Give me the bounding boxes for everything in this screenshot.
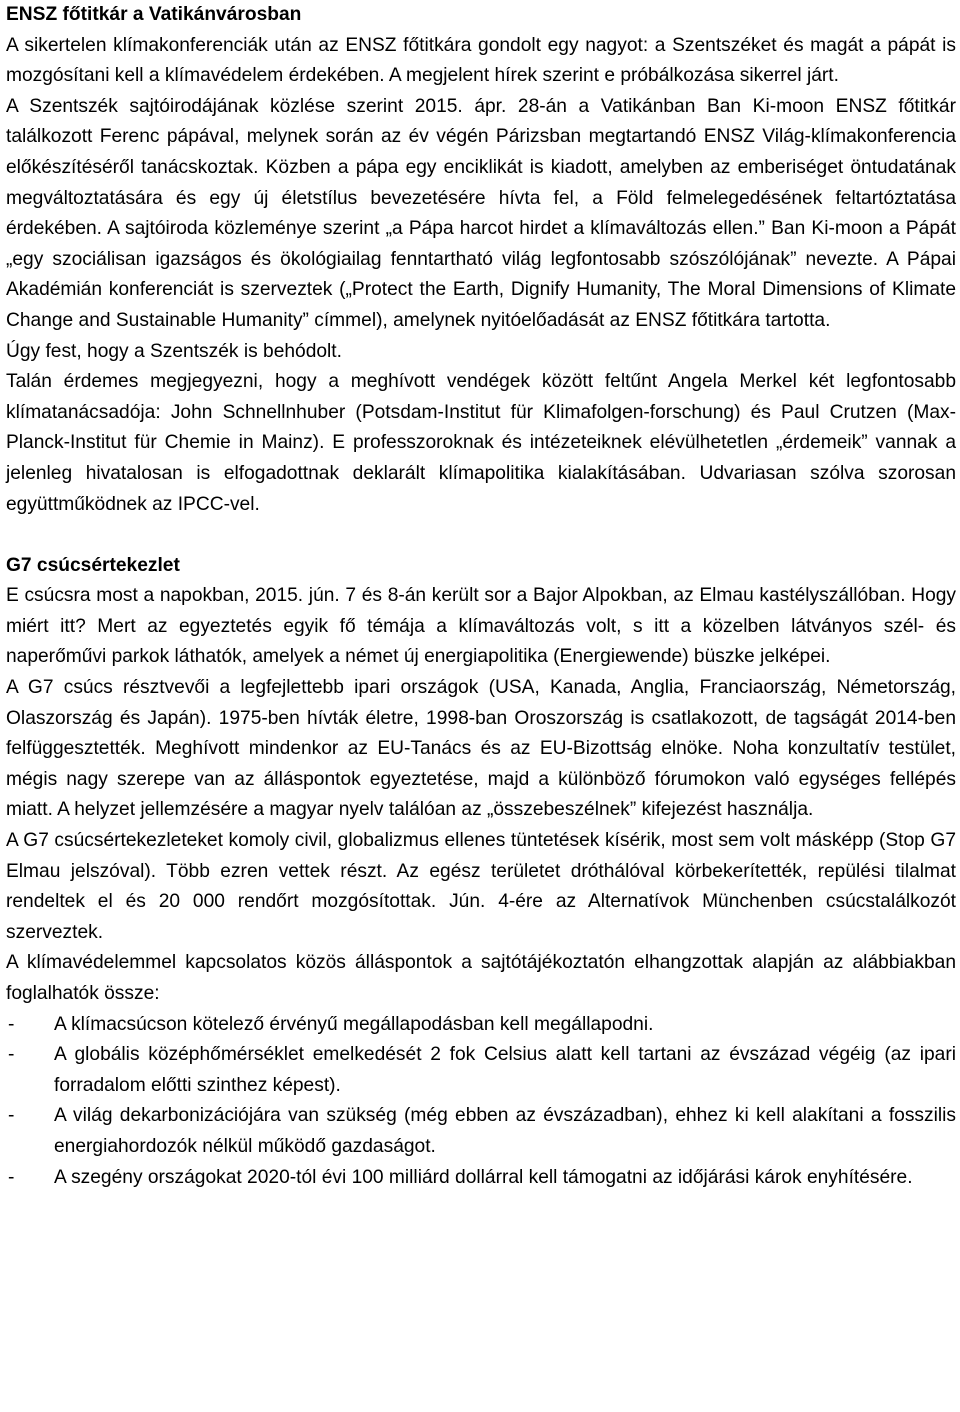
bullet-dash: - [8, 1166, 15, 1188]
section-title-g7: G7 csúcsértekezlet [6, 554, 180, 576]
list-item [6, 1010, 956, 1041]
section-vatican [6, 0, 956, 520]
list-item [6, 1163, 956, 1194]
paragraph: Talán érdemes megjegyezni, hogy a meghívott vendégek között feltűnt Angela Merkel két legfontosabb klímatanácsadója: John Schnellnhuber (Potsdam-Institut für Klimafolgen-forschung) és Paul Crutzen (Max-Planck-Institut für Chemie in Mainz). E professzoroknak és intézeteiknek elévülhetetlen „érdemeik” vannak a jelenleg hivatalosan is elfogadottnak deklarált klímapolitika kialakításában. Udvariasan szólva szorosan együttműködnek az IPCC-vel. [6, 371, 956, 515]
list-item [6, 1040, 956, 1101]
paragraph: A Szentszék sajtóirodájának közlése szerint 2015. ápr. 28-án a Vatikánban Ban Ki-moon ENSZ főtitkár találkozott Ferenc pápával, melynek során az év végén Párizsban megtartandó ENSZ Világ-klímakonferencia előkészítéséről tanácskoztak. Közben a pápa egy enciklikát is kiadott, amelyben az emberiséget öntudatának megváltoztatására és egy új életstílus bevezetésére hívta fel, a Föld felmelegedésének feltartóztatása érdekében. A sajtóiroda közleménye szerint „a Pápa harcot hirdet a klímaváltozás ellen.” Ban Ki-moon a Pápát „egy szociálisan igazságos és ökológiailag fenntartható világ legfontosabb szószólójának” nevezte. A Pápai Akadémián konferenciát is szerveztek („Protect the Earth, Dignify Humanity, The Moral Dimensions of Klimate Change and Sustainable Humanity” címmel), amelynek nyitóelőadását az ENSZ főtitkára tartotta. [6, 95, 956, 331]
section-spacer [6, 520, 956, 551]
paragraph: A G7 csúcs résztvevői a legfejlettebb ipari országok (USA, Kanada, Anglia, Franciaország, Németország, Olaszország és Japán). 1975-ben hívták életre, 1998-ban Oroszország is csatlakozott, de tagságát 2014-ben felfüggesztették. Meghívott mindenkor az EU-Tanács és az EU-Bizottság elnöke. Noha konzultatív testület, mégis nagy szerepe van az álláspontok egyeztetése, majd a különböző fórumokon való egységes fellépés miatt. A helyzet jellemzésére a magyar nyelv találóan az „összebeszélnek” kifejezést használja. [6, 677, 956, 821]
bullet-dash: - [8, 1013, 15, 1035]
paragraph: E csúcsra most a napokban, 2015. jún. 7 és 8-án került sor a Bajor Alpokban, az Elmau kastélyszállóban. Hogy miért itt? Mert az egyeztetés egyik fő témája a klímaváltozás volt, s itt a közelben látványos szél- és naperőművi parkok láthatók, amelyek a német új energiapolitika (Energiewende) büszke jelképei. [6, 585, 956, 668]
list-item-text: A klímacsúcson kötelező érvényű megállapodásban kell megállapodni. [54, 1013, 654, 1035]
list-item-text: A globális középhőmérséklet emelkedését 2 fok Celsius alatt kell tartani az évszázad végéig (az ipari forradalom előtti szinthez képest). [54, 1044, 956, 1096]
section-title-vatican: ENSZ főtitkár a Vatikánvárosban [6, 4, 302, 25]
paragraph: A G7 csúcsértekezleteket komoly civil, globalizmus ellenes tüntetések kísérik, most sem volt másképp (Stop G7 Elmau jelszóval). Több ezren vettek részt. Az egész területet dróthálóval körbekerítették, repülési tilalmat rendeltek el és 20 000 rendőrt mozgósítottak. Jún. 4-ére az Alternatívok Münchenben csúcstalálkozót szerveztek. [6, 830, 956, 943]
list-item [6, 1101, 956, 1162]
bullet-dash: - [8, 1105, 15, 1127]
section-g7 [6, 551, 956, 1193]
paragraph: A klímavédelemmel kapcsolatos közös álláspontok a sajtótájékoztatón elhangzottak alapján az alábbiakban foglalhatók össze: [6, 952, 956, 1004]
bullet-dash: - [8, 1044, 15, 1066]
paragraph: A sikertelen klímakonferenciák után az ENSZ főtitkára gondolt egy nagyot: a Szentszéket és magát a pápát is mozgósítani kell a klímavédelem érdekében. A megjelent hírek szerint e próbálkozása sikerrel járt. [6, 34, 956, 87]
list-item-text: A szegény országokat 2020-tól évi 100 milliárd dollárral kell támogatni az időjárási károk enyhítésére. [54, 1166, 913, 1188]
list-item-text: A világ dekarbonizációjára van szükség (még ebben az évszázadban), ehhez ki kell alakítani a fosszilis energiahordozók nélkül működő gazdaságot. [54, 1105, 956, 1157]
paragraph: Úgy fest, hogy a Szentszék is behódolt. [6, 340, 342, 362]
bullet-list [6, 1010, 956, 1194]
